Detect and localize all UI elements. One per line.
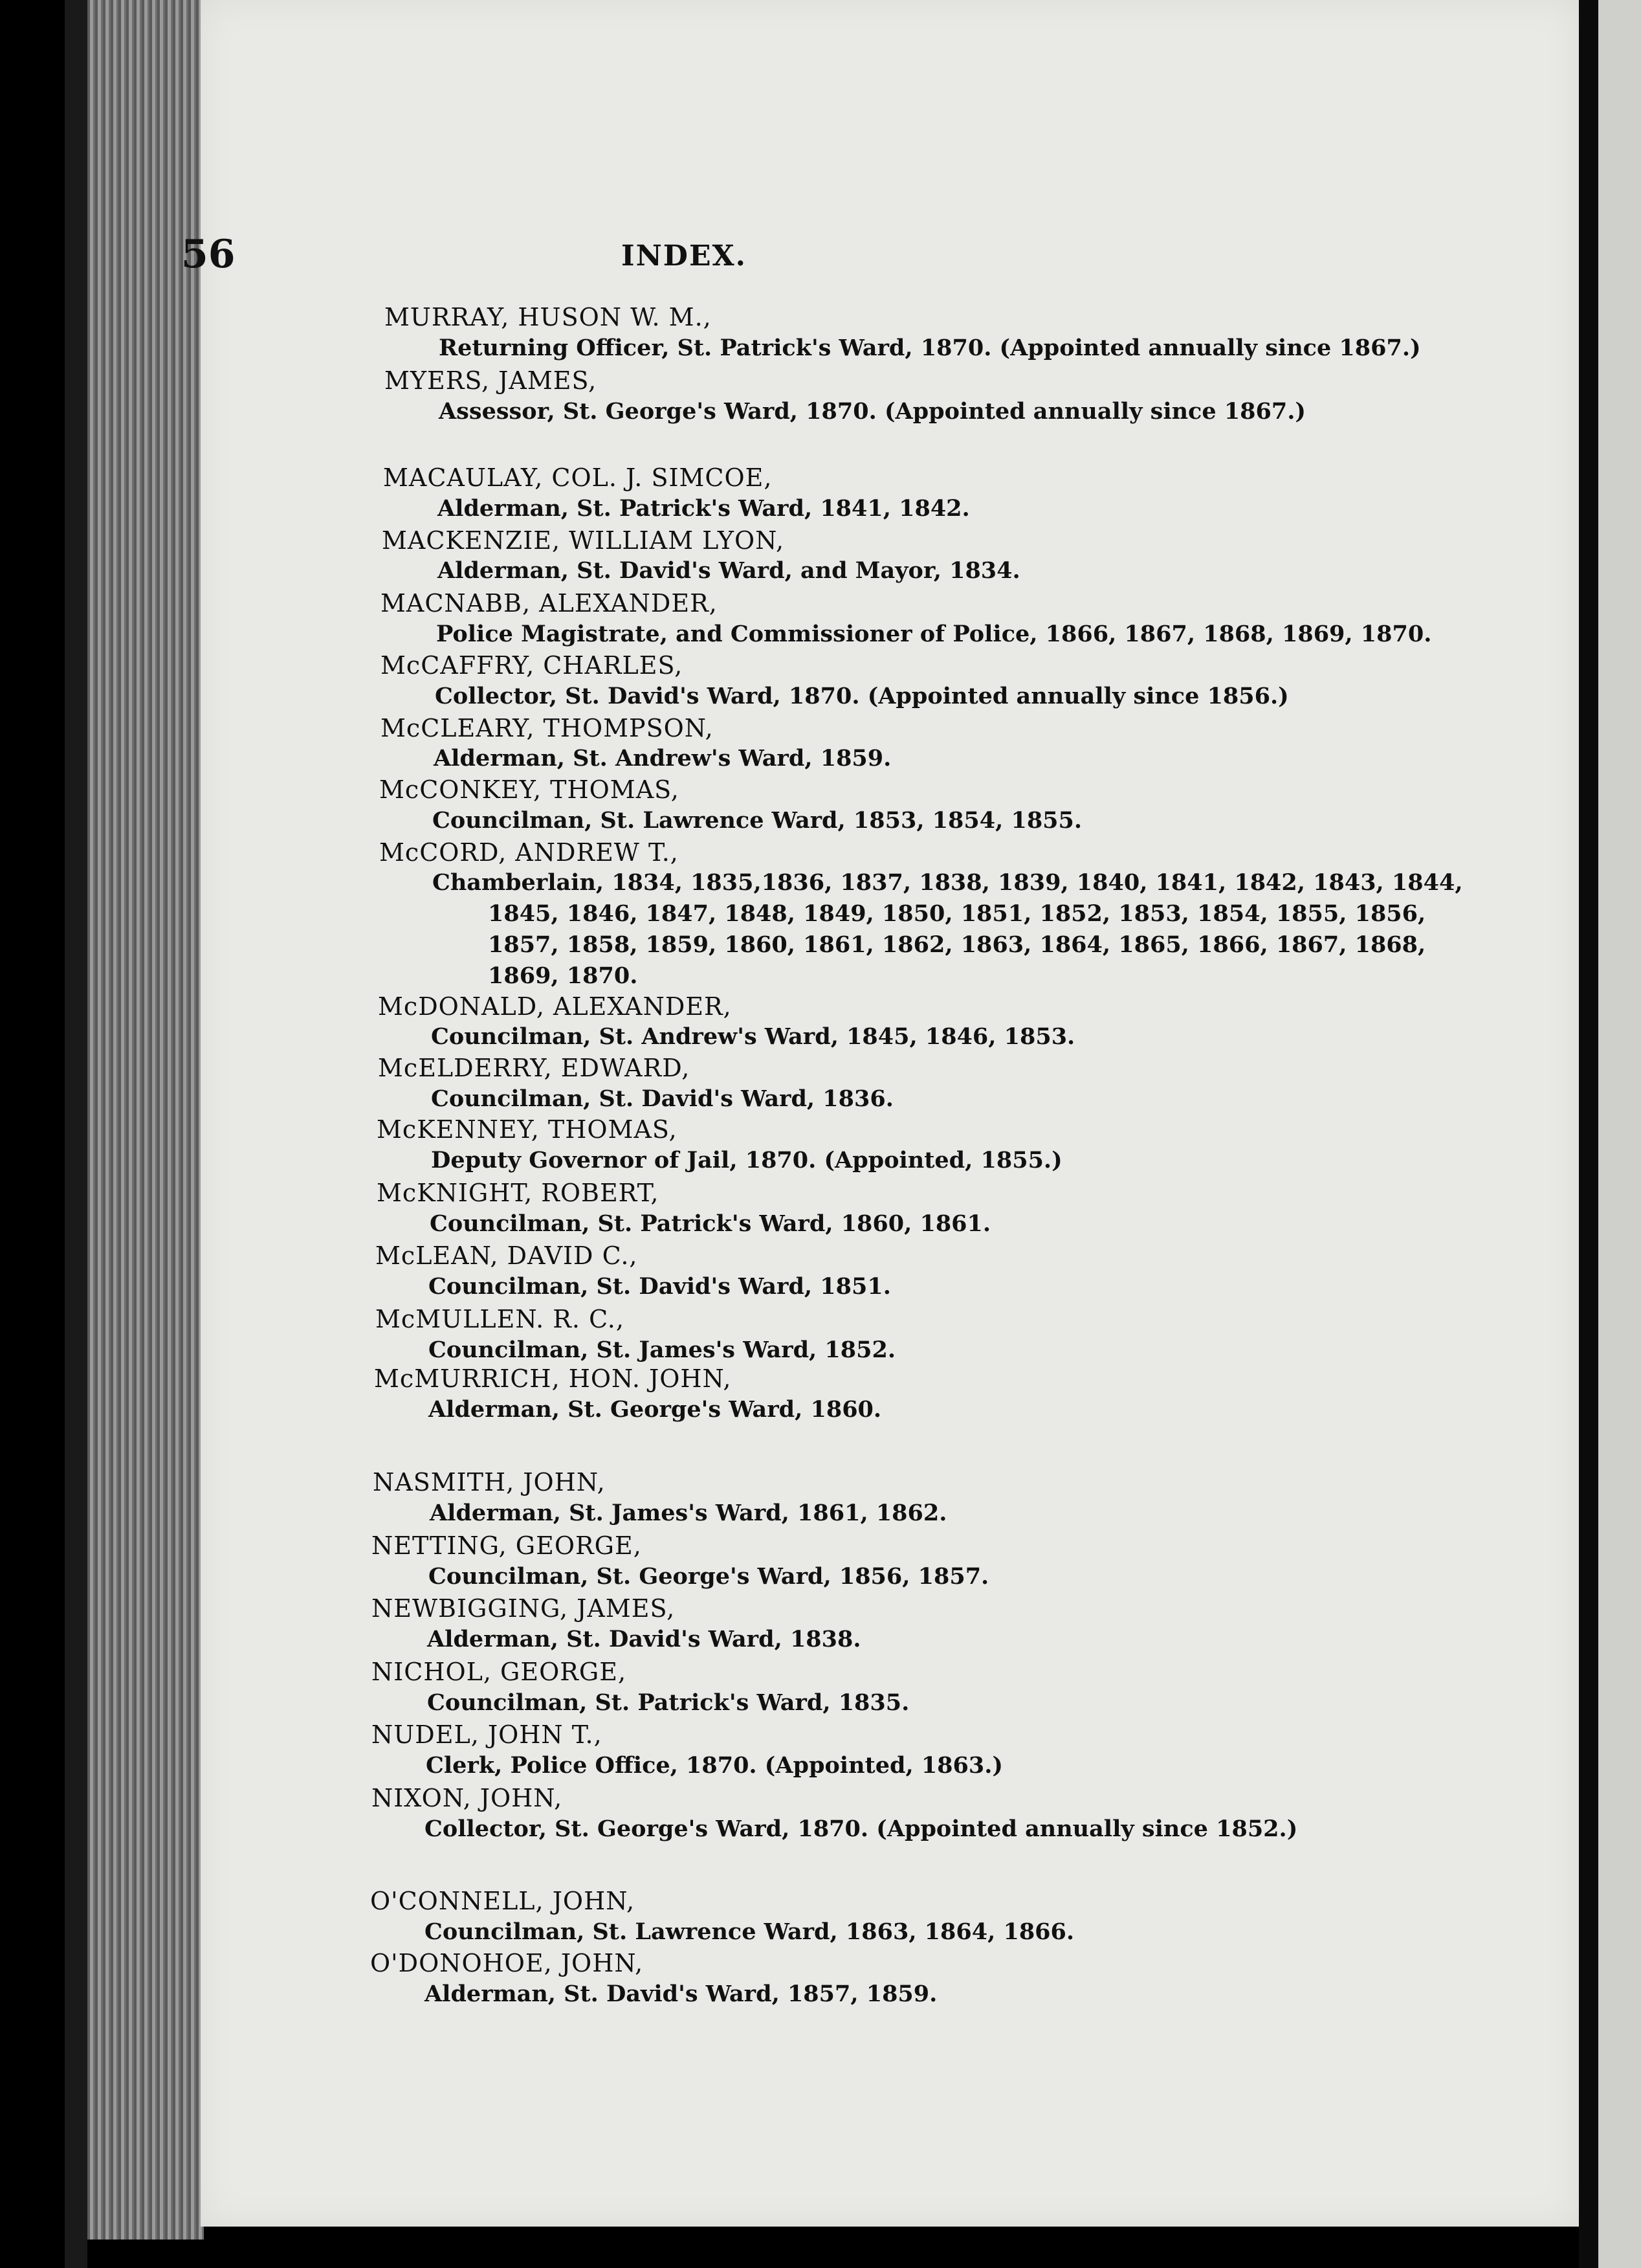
entry-detail: Councilman, St. Lawrence Ward, 1863, 1864, 1866. bbox=[424, 1918, 1075, 1945]
entry-name: NICHOL, GEORGE, bbox=[371, 1658, 627, 1686]
running-head: INDEX. bbox=[621, 239, 747, 272]
entry-name: NASMITH, JOHN, bbox=[373, 1468, 606, 1496]
entry-name: McLEAN, DAVID C., bbox=[375, 1241, 638, 1270]
entry-detail: 1857, 1858, 1859, 1860, 1861, 1862, 1863, 1864, 1865, 1866, 1867, 1868, bbox=[488, 931, 1426, 958]
entry-detail: 1869, 1870. bbox=[488, 962, 638, 989]
entry-name: McKNIGHT, ROBERT, bbox=[377, 1179, 659, 1207]
entry-detail: Alderman, St. David's Ward, and Mayor, 1834. bbox=[437, 557, 1020, 584]
entry-detail: Councilman, St. David's Ward, 1851. bbox=[428, 1273, 891, 1300]
entry-detail: Councilman, St. Andrew's Ward, 1845, 1846, 1853. bbox=[431, 1023, 1075, 1050]
entry-name: McMULLEN. R. C., bbox=[375, 1305, 624, 1333]
entry-detail: Councilman, St. Patrick's Ward, 1860, 1861. bbox=[430, 1210, 991, 1237]
entry-name: McCLEARY, THOMPSON, bbox=[380, 714, 714, 742]
entry-name: MURRAY, HUSON W. M., bbox=[384, 303, 712, 331]
entry-name: MYERS, JAMES, bbox=[384, 366, 597, 395]
entry-detail: Alderman, St. Patrick's Ward, 1841, 1842. bbox=[437, 495, 970, 522]
entry-name: McELDERRY, EDWARD, bbox=[378, 1054, 690, 1082]
entry-detail: Councilman, St. Lawrence Ward, 1853, 1854, 1855. bbox=[432, 807, 1083, 834]
entry-detail: Chamberlain, 1834, 1835,1836, 1837, 1838, 1839, 1840, 1841, 1842, 1843, 1844, bbox=[432, 869, 1463, 896]
entry-detail: Collector, St. David's Ward, 1870. (Appointed annually since 1856.) bbox=[435, 683, 1289, 709]
entry-detail: Police Magistrate, and Commissioner of Police, 1866, 1867, 1868, 1869, 1870. bbox=[436, 621, 1432, 647]
entry-detail: Alderman, St. James's Ward, 1861, 1862. bbox=[430, 1500, 947, 1526]
entry-name: NETTING, GEORGE, bbox=[371, 1531, 642, 1560]
entry-name: O'CONNELL, JOHN, bbox=[370, 1887, 635, 1915]
page-number: 56 bbox=[181, 232, 236, 277]
entry-name: McCONKEY, THOMAS, bbox=[379, 775, 679, 804]
entry-detail: Clerk, Police Office, 1870. (Appointed, 1863.) bbox=[426, 1752, 1003, 1779]
entry-name: McCAFFRY, CHARLES, bbox=[380, 651, 683, 680]
entry-name: McKENNEY, THOMAS, bbox=[377, 1115, 677, 1144]
entry-detail: Alderman, St. George's Ward, 1860. bbox=[428, 1396, 882, 1423]
entry-detail: Alderman, St. David's Ward, 1857, 1859. bbox=[424, 1981, 938, 2007]
entry-detail: Deputy Governor of Jail, 1870. (Appointed, 1855.) bbox=[431, 1147, 1063, 1173]
entry-name: NIXON, JOHN, bbox=[371, 1784, 563, 1812]
entry-name: NEWBIGGING, JAMES, bbox=[371, 1594, 676, 1623]
entry-name: McCORD, ANDREW T., bbox=[379, 838, 679, 867]
entry-name: McMURRICH, HON. JOHN, bbox=[374, 1364, 732, 1393]
entry-name: O'DONOHOE, JOHN, bbox=[370, 1949, 644, 1977]
entry-detail: Councilman, St. Patrick's Ward, 1835. bbox=[427, 1689, 910, 1716]
entry-name: MACAULAY, COL. J. SIMCOE, bbox=[383, 463, 773, 492]
entry-detail: Alderman, St. David's Ward, 1838. bbox=[427, 1626, 861, 1652]
entry-name: McDONALD, ALEXANDER, bbox=[378, 992, 732, 1021]
entry-detail: Councilman, St. James's Ward, 1852. bbox=[428, 1337, 896, 1363]
entry-detail: Councilman, St. George's Ward, 1856, 1857. bbox=[428, 1563, 989, 1590]
page-header bbox=[0, 227, 1641, 278]
entry-detail: 1845, 1846, 1847, 1848, 1849, 1850, 1851, 1852, 1853, 1854, 1855, 1856, bbox=[488, 900, 1426, 927]
entry-detail: Returning Officer, St. Patrick's Ward, 1870. (Appointed annually since 1867.) bbox=[439, 335, 1421, 361]
entry-name: MACNABB, ALEXANDER, bbox=[380, 589, 718, 617]
entry-detail: Councilman, St. David's Ward, 1836. bbox=[431, 1085, 894, 1112]
entry-detail: Collector, St. George's Ward, 1870. (Appointed annually since 1852.) bbox=[424, 1816, 1298, 1842]
entry-name: NUDEL, JOHN T., bbox=[371, 1720, 602, 1749]
entry-name: MACKENZIE, WILLIAM LYON, bbox=[382, 526, 785, 555]
entry-detail: Assessor, St. George's Ward, 1870. (Appointed annually since 1867.) bbox=[439, 398, 1306, 425]
entry-detail: Alderman, St. Andrew's Ward, 1859. bbox=[434, 745, 892, 772]
